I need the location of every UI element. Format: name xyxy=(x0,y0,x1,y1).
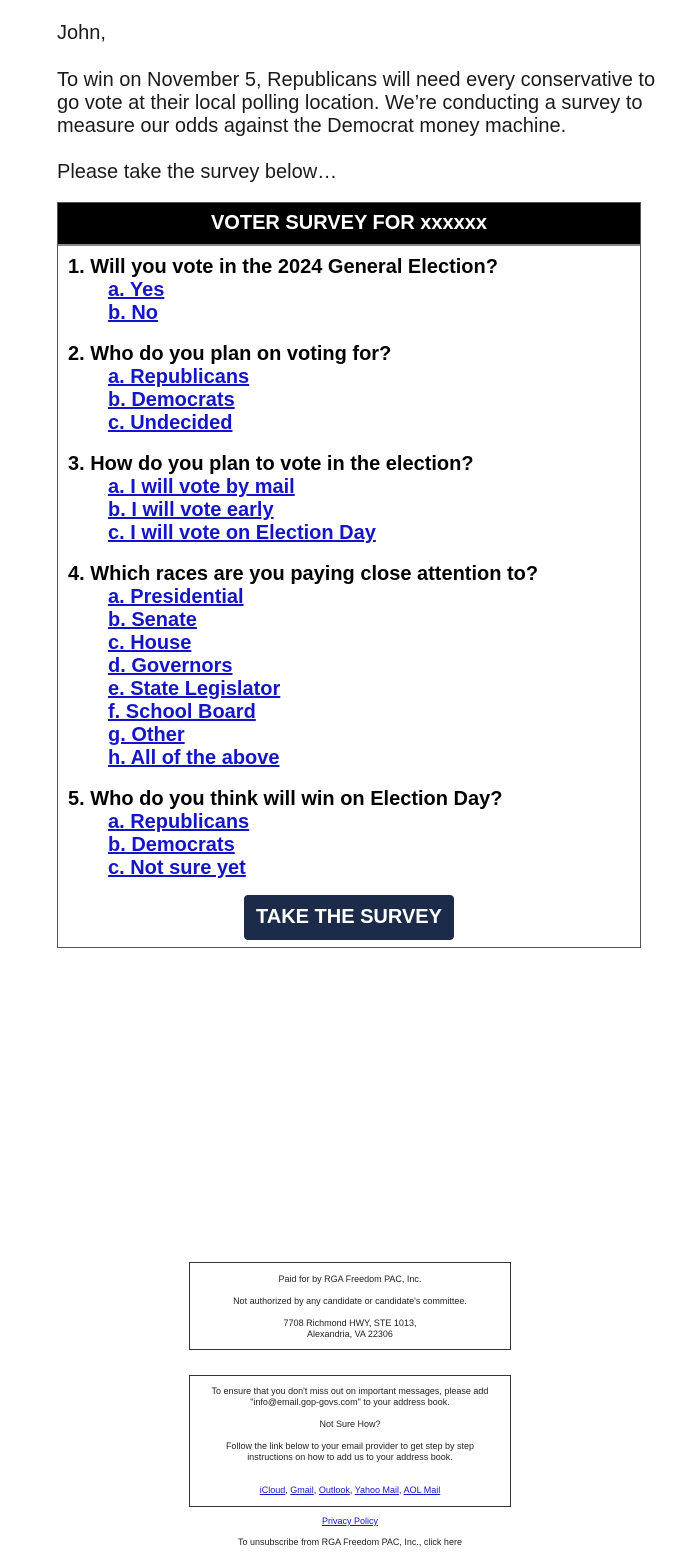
email-greeting: John, xyxy=(57,22,106,44)
follow-instructions-text: Follow the link below to your email provider to get step by step instructions on how to add us to your address book. xyxy=(225,1441,475,1462)
privacy-policy-link[interactable]: Privacy Policy xyxy=(321,1516,378,1526)
answer-link[interactable]: g. Other xyxy=(108,724,185,746)
survey-questions xyxy=(58,246,640,880)
not-authorized-text: Not authorized by any candidate or candidate's committee. xyxy=(233,1296,467,1306)
cta-container xyxy=(58,895,640,940)
answer-link[interactable]: b. Democrats xyxy=(108,389,235,411)
answer-link[interactable]: d. Governors xyxy=(108,655,233,677)
survey-question-3 xyxy=(68,453,640,545)
address-book-box xyxy=(189,1375,511,1507)
take-survey-button[interactable]: TAKE THE SURVEY xyxy=(244,895,454,940)
answer-link[interactable]: c. I will vote on Election Day xyxy=(108,522,376,544)
voter-survey-box xyxy=(57,202,641,948)
answer-link[interactable]: c. Not sure yet xyxy=(108,857,246,879)
survey-question-1 xyxy=(68,256,640,325)
answer-link[interactable]: b. No xyxy=(108,302,158,324)
answer-link[interactable]: c. House xyxy=(108,632,192,654)
answer-link[interactable]: a. Republicans xyxy=(108,366,250,388)
disclaimer-box xyxy=(189,1262,511,1350)
address-line-1: 7708 Richmond HWY, STE 1013, xyxy=(283,1318,417,1328)
answer-link[interactable]: c. Undecided xyxy=(108,412,233,434)
answer-link[interactable]: a. Yes xyxy=(108,279,165,301)
unsubscribe-link[interactable]: To unsubscribe from RGA Freedom PAC, Inc., click here xyxy=(238,1537,462,1547)
question-title: 2. Who do you plan on voting for? xyxy=(68,343,392,365)
provider-link-icloud[interactable]: iCloud xyxy=(259,1485,286,1495)
provider-link-outlook[interactable]: Outlook xyxy=(318,1485,350,1495)
provider-link-aol[interactable]: AOL Mail xyxy=(403,1485,441,1495)
question-title: 4. Which races are you paying close attention to? xyxy=(68,563,539,585)
not-sure-text: Not Sure How? xyxy=(319,1419,381,1429)
paid-for-text: Paid for by RGA Freedom PAC, Inc. xyxy=(278,1274,422,1284)
email-survey-prompt: Please take the survey below… xyxy=(57,161,338,183)
question-title: 5. Who do you think will win on Election Day? xyxy=(68,788,503,810)
question-title: 1. Will you vote in the 2024 General Election? xyxy=(68,256,498,278)
email-intro-paragraph: To win on November 5, Republicans will need every conservative to go vote at their local polling location. We’re conducting a survey to measure our odds against the Democrat money machine. xyxy=(57,69,656,137)
email-provider-links: iCloud, Gmail, Outlook, Yahoo Mail, AOL Mail xyxy=(259,1485,441,1495)
answer-link[interactable]: e. State Legislator xyxy=(108,678,281,700)
answer-link[interactable]: a. Republicans xyxy=(108,811,250,833)
answer-link[interactable]: b. Democrats xyxy=(108,834,235,856)
survey-question-4 xyxy=(68,563,640,770)
survey-question-2 xyxy=(68,343,640,435)
address-book-text: To ensure that you don't miss out on important messages, please add "info@email.gop-govs.com" to your address book. xyxy=(211,1386,489,1407)
answer-link[interactable]: f. School Board xyxy=(108,701,256,723)
answer-link[interactable]: a. Presidential xyxy=(108,586,244,608)
answer-link[interactable]: b. Senate xyxy=(108,609,197,631)
answer-link[interactable]: a. I will vote by mail xyxy=(108,476,295,498)
provider-link-yahoo[interactable]: Yahoo Mail xyxy=(354,1485,400,1495)
survey-header: VOTER SURVEY FOR xxxxxx xyxy=(58,203,640,246)
privacy-policy-row xyxy=(0,1516,700,1526)
address-line-2: Alexandria, VA 22306 xyxy=(307,1329,393,1339)
answer-link[interactable]: h. All of the above xyxy=(108,747,280,769)
answer-link[interactable]: b. I will vote early xyxy=(108,499,274,521)
question-title: 3. How do you plan to vote in the election? xyxy=(68,453,474,475)
survey-question-5 xyxy=(68,788,640,880)
provider-link-gmail[interactable]: Gmail xyxy=(290,1485,314,1495)
